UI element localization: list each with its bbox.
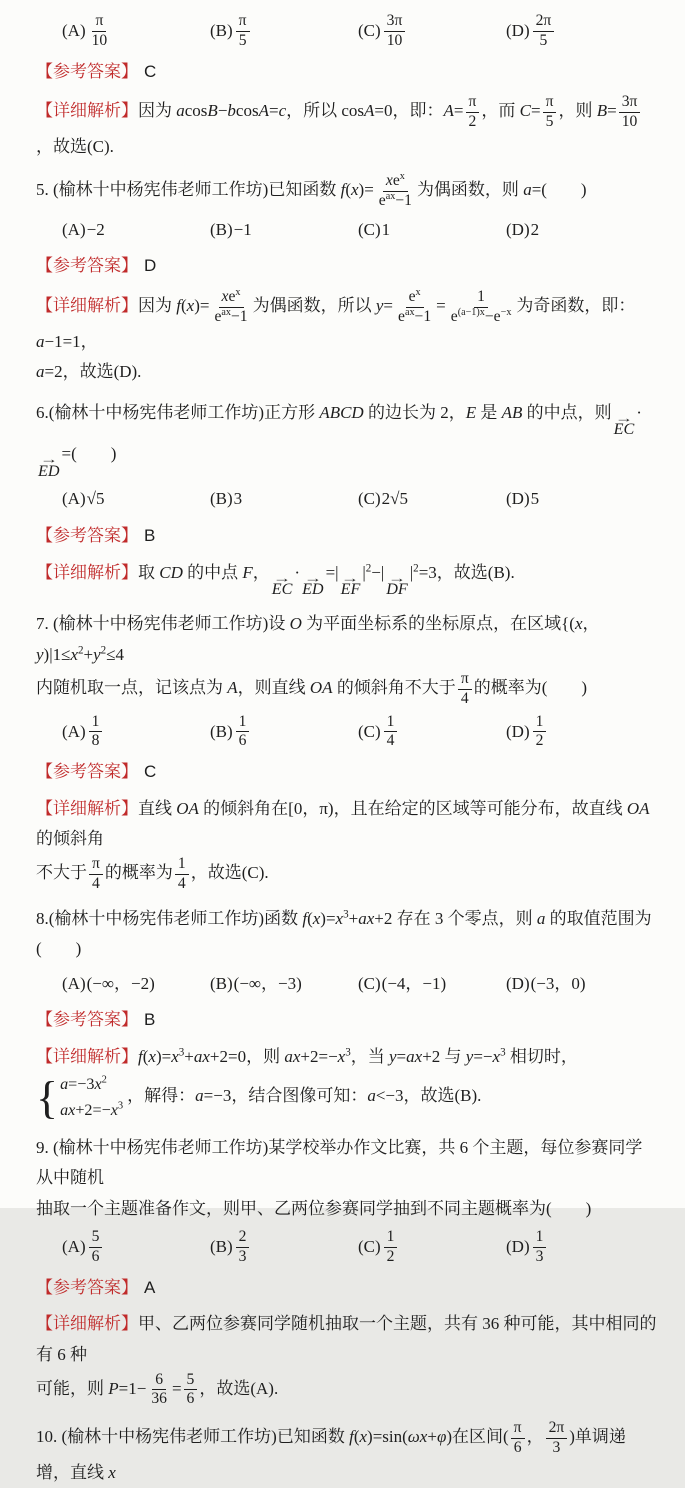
fraction-numerator: π <box>543 93 557 113</box>
option-C <box>358 1228 506 1267</box>
option-D <box>506 713 654 752</box>
vector <box>340 570 361 599</box>
option-A <box>62 215 210 246</box>
vector-arrow: → <box>39 452 58 467</box>
fraction <box>211 288 250 327</box>
vector <box>302 570 324 599</box>
question-line: 6.(榆林十中杨宪伟老师工作坊)正方形 ABCD 的边长为 2，E 是 AB 的中点，则 → EC · → ED =( ) <box>36 402 642 480</box>
analysis-tag: 【详细解析】 <box>36 1046 138 1066</box>
fraction-numerator: 1 <box>384 713 398 733</box>
fraction-denominator: 6 <box>91 1248 100 1266</box>
option-value: 2 <box>530 219 540 239</box>
fraction-denominator: 4 <box>92 874 100 892</box>
option-label: (A) <box>62 721 86 741</box>
options-row <box>62 12 659 51</box>
fraction-denominator: 3 <box>238 1248 247 1266</box>
fraction <box>546 1419 568 1458</box>
fraction-denominator: 2 <box>535 732 544 750</box>
question-line: 10. (榆林十中杨宪伟老师工作坊)已知函数 f(x)=sin(ωx+φ)在区间( $\frac{\pi}{6}$ ， $\frac{2\pi}{3}$ )单调递增，直线 x <box>36 1419 626 1482</box>
option-value: (−4，−1) <box>381 973 447 993</box>
fraction <box>184 1371 198 1410</box>
option-label: (B) <box>210 20 233 40</box>
fraction <box>533 713 547 752</box>
option-B <box>210 969 358 1000</box>
option-label: (A) <box>62 973 86 993</box>
option-value <box>531 713 549 752</box>
fraction-numerator: 1 <box>474 288 488 308</box>
fraction-denominator: 10 <box>621 112 638 130</box>
fraction-numerator: 3π <box>619 93 641 113</box>
option-D <box>506 1228 654 1267</box>
option-C <box>358 215 506 246</box>
fraction <box>533 1228 547 1267</box>
option-value: −1 <box>233 219 252 239</box>
option-C <box>358 12 506 51</box>
option-value: √5 <box>86 489 105 509</box>
options-row <box>62 969 659 1000</box>
analysis-tag: 【详细解析】 <box>36 562 138 582</box>
analysis-line: 【详细解析】取 CD 的中点 F， → EC · → ED =| → EF $|^2-|$ → DF $|^2=3$，故选(B). <box>36 561 515 599</box>
analysis-line: 【详细解析】甲、乙两位参赛同学随机抽取一个主题，共有 36 种可能，其中相同的有 6 种 <box>36 1314 657 1365</box>
fraction-denominator: 2 <box>468 112 477 130</box>
option-label: (C) <box>358 1237 381 1257</box>
reference-answer <box>36 57 659 88</box>
fraction <box>89 713 103 752</box>
fraction-denominator: 36 <box>151 1390 167 1408</box>
answer-tag: 【参考答案】 <box>36 61 138 81</box>
fraction-denominator: 2 <box>386 1248 395 1266</box>
analysis-line: 【详细解析】因为 acosB−bcosA=c，所以 cosA=0，即：A= $\frac{\pi}{2}$ ，而 C= $\frac{\pi}{5}$ ，则 B= $\frac{3\pi}{10}$ ，故选(C). <box>36 93 659 162</box>
fraction <box>89 855 103 894</box>
fraction-numerator: 3π <box>384 12 406 32</box>
option-label: (B) <box>210 219 233 239</box>
fraction-denominator: $e^{ax}-1$ <box>378 190 412 210</box>
option-B <box>210 713 358 752</box>
option-value <box>382 1228 400 1267</box>
fraction-denominator: 4 <box>386 732 395 750</box>
option-label: (D) <box>506 489 530 509</box>
equation-line: $ax+2=-x^3$ <box>60 1100 124 1119</box>
fraction <box>511 1419 525 1458</box>
fraction-numerator: 1 <box>175 855 189 875</box>
option-C <box>358 713 506 752</box>
option-label: (C) <box>358 20 381 40</box>
option-value <box>234 12 252 51</box>
option-value <box>531 1228 549 1267</box>
vector <box>613 410 635 439</box>
vector-name: EC <box>613 421 635 439</box>
question <box>36 398 659 481</box>
fraction-numerator: 6 <box>152 1371 166 1391</box>
answer-letter: B <box>144 1010 156 1030</box>
option-label: (D) <box>506 973 530 993</box>
vector-name: DF <box>386 581 408 599</box>
fraction-denominator: 4 <box>460 689 469 707</box>
analysis <box>36 1042 659 1123</box>
fraction-numerator: 1 <box>89 713 103 733</box>
fraction-numerator: π <box>236 12 250 32</box>
option-label: (A) <box>62 219 86 239</box>
option-label: (B) <box>210 1237 233 1257</box>
fraction-numerator: 2 <box>236 1228 250 1248</box>
fraction-denominator: $e^{ax}-1$ <box>214 306 248 325</box>
fraction-numerator: 1 <box>533 1228 547 1248</box>
option-C <box>358 484 506 515</box>
option-label: (C) <box>358 973 381 993</box>
fraction <box>384 713 398 752</box>
fraction-denominator: $e^{ax}-1$ <box>398 306 432 325</box>
fraction <box>533 12 555 51</box>
option-C <box>358 969 506 1000</box>
fraction <box>89 12 111 51</box>
analysis <box>36 288 659 388</box>
vector <box>271 570 293 599</box>
option-A <box>62 713 210 752</box>
question <box>36 1133 659 1225</box>
option-value: (−∞，−2) <box>86 973 155 993</box>
fraction-denominator: $e^{(a-1)x}-e^{-x}$ <box>450 306 512 325</box>
fraction <box>448 288 515 327</box>
option-label: (A) <box>62 20 86 40</box>
vector-arrow: → <box>341 570 360 585</box>
document-body <box>36 12 659 1488</box>
reference-answer <box>36 1005 659 1036</box>
reference-answer <box>36 251 659 282</box>
fraction <box>384 12 406 51</box>
option-value: −2 <box>86 219 105 239</box>
fraction <box>458 670 472 709</box>
option-value <box>234 713 252 752</box>
answer-tag: 【参考答案】 <box>36 256 138 276</box>
answer-letter: A <box>144 1277 156 1297</box>
fraction-numerator: 5 <box>89 1228 103 1248</box>
option-value <box>87 713 105 752</box>
fraction-numerator: $xe^x$ <box>219 288 244 308</box>
answer-tag: 【参考答案】 <box>36 526 138 545</box>
fraction-numerator: 1 <box>533 713 547 733</box>
fraction-denominator: 5 <box>238 31 247 49</box>
fraction-numerator: $xe^x$ <box>383 172 408 192</box>
option-value <box>531 12 557 51</box>
fraction <box>236 12 250 51</box>
fraction <box>148 1371 170 1410</box>
fraction <box>384 1228 398 1267</box>
option-D <box>506 12 654 51</box>
analysis <box>36 1309 659 1409</box>
option-B <box>210 1228 358 1267</box>
fraction <box>619 93 641 132</box>
fraction <box>236 1228 250 1267</box>
vector-arrow: → <box>303 570 322 585</box>
equation-system <box>36 1072 123 1122</box>
analysis <box>36 93 659 162</box>
option-B <box>210 215 358 246</box>
fraction-numerator: π <box>92 12 106 32</box>
analysis-tag: 【详细解析】 <box>36 296 138 316</box>
vector-name: ED <box>38 462 60 480</box>
fraction-denominator: 4 <box>177 874 186 892</box>
answer-letter: D <box>144 256 157 276</box>
question <box>36 1419 659 1488</box>
option-label: (D) <box>506 20 530 40</box>
fraction <box>175 855 189 894</box>
option-value <box>382 713 400 752</box>
reference-answer <box>36 757 659 788</box>
option-value <box>234 1228 252 1267</box>
option-label: (C) <box>358 219 381 239</box>
option-value: (−∞，−3) <box>233 973 302 993</box>
fraction-denominator: 10 <box>386 31 403 49</box>
analysis-line: 不大于 $\frac{\pi}{4}$ 的概率为 $\frac{1}{4}$ ，故选(C). <box>36 854 269 892</box>
brace: { <box>36 1071 59 1123</box>
option-label: (D) <box>506 721 530 741</box>
analysis-line: 【详细解析】直线 OA 的倾斜角在[0，π)，且在给定的区域等可能分布，故直线 OA 的倾斜角 <box>36 798 650 849</box>
analysis-line: 【详细解析】因为 f(x)= $\frac{xe^x}{e^{ax}-1}$ 为偶函数，所以 y= $\frac{e^x}{e^{ax}-1}$ = $\frac{1}{e^{(a-1)x}-e^{-x}}$ 为奇函数，即：a−1=1， <box>36 286 636 351</box>
reference-answer <box>36 1273 659 1304</box>
option-value <box>87 12 113 51</box>
option-A <box>62 484 210 515</box>
option-label: (A) <box>62 1237 86 1257</box>
analysis-line: { $a=-3x^2$ $ax+2=-x^3$ ，解得：a=−3，结合图像可知：a<−3，故选(B). <box>36 1071 482 1123</box>
fraction <box>466 93 480 132</box>
fraction-numerator: $e^x$ <box>406 288 424 308</box>
fraction-numerator: 5 <box>184 1371 198 1391</box>
fraction-denominator: 8 <box>91 732 100 750</box>
analysis-tag: 【详细解析】 <box>36 101 138 121</box>
option-A <box>62 1228 210 1267</box>
answer-letter: C <box>144 61 157 81</box>
option-label: (C) <box>358 489 381 509</box>
option-label: (D) <box>506 219 530 239</box>
option-B <box>210 484 358 515</box>
fraction-numerator: 1 <box>384 1228 398 1248</box>
option-label: (C) <box>358 721 381 741</box>
option-value: 2√5 <box>381 489 409 509</box>
fraction-numerator: 1 <box>236 713 250 733</box>
option-value: 3 <box>233 489 243 509</box>
question <box>36 904 659 965</box>
answer-tag: 【参考答案】 <box>36 762 138 782</box>
option-label: (B) <box>210 973 233 993</box>
options-row <box>62 215 659 246</box>
analysis-tag: 【详细解析】 <box>36 798 138 818</box>
question <box>36 172 659 211</box>
option-A <box>62 969 210 1000</box>
option-label: (B) <box>210 489 233 509</box>
analysis-line: 可能，则 P=1− $\frac{6}{36}$ = $\frac{5}{6}$ ，故选(A). <box>36 1370 279 1408</box>
fraction <box>89 1228 103 1267</box>
option-value <box>382 12 408 51</box>
analysis <box>36 558 659 599</box>
fraction-denominator: 6 <box>238 732 247 750</box>
option-label: (A) <box>62 489 86 509</box>
analysis-line: 【详细解析】$f(x)=x^3+ax+2=0$，则 $ax+2=-x^3$，当 y=ax+2 与 $y=-x^3$ 相切时， <box>36 1046 578 1066</box>
fraction-denominator: 3 <box>535 1248 544 1266</box>
option-D <box>506 484 654 515</box>
options-row <box>62 1228 659 1267</box>
analysis <box>36 794 659 894</box>
option-A <box>62 12 210 51</box>
question-line: 9. (榆林十中杨宪伟老师工作坊)某学校举办作文比赛，共 6 个主题，每位参赛同学从中随机 <box>36 1137 643 1188</box>
option-D <box>506 969 654 1000</box>
vector-arrow: → <box>273 570 292 585</box>
answer-letter: C <box>144 762 157 782</box>
vector <box>386 570 408 599</box>
fraction-numerator: π <box>458 670 472 690</box>
option-label: (D) <box>506 1237 530 1257</box>
fraction-denominator: 5 <box>545 112 554 130</box>
answer-tag: 【参考答案】 <box>36 1277 138 1297</box>
analysis-tag: 【详细解析】 <box>36 1314 138 1334</box>
option-D <box>506 215 654 246</box>
question-line: 内随机取一点，记该点为 A，则直线 OA 的倾斜角不大于 $\frac{\pi}{4}$ 的概率为( ) <box>36 670 588 707</box>
question <box>36 609 659 709</box>
vector-arrow: → <box>388 570 406 585</box>
fraction <box>543 93 557 132</box>
fraction-numerator: 2π <box>533 12 555 32</box>
option-value: 1 <box>381 219 391 239</box>
vector-name: ED <box>302 581 324 599</box>
question-line: 7. (榆林十中杨宪伟老师工作坊)设 O 为平面坐标系的坐标原点，在区域{(x，$y)|1\le x^2+y^2\le 4$ <box>36 613 600 664</box>
fraction-numerator: π <box>89 855 103 875</box>
answer-tag: 【参考答案】 <box>36 1010 138 1030</box>
fraction-denominator: 6 <box>513 1438 522 1456</box>
fraction-denominator: 5 <box>539 31 548 49</box>
question-line: 8.(榆林十中杨宪伟老师工作坊)函数 $f(x)=x^3+ax+2$ 存在 3 个零点，则 a 的取值范围为( ) <box>36 907 652 959</box>
fraction-numerator: π <box>511 1419 525 1439</box>
fraction-denominator: 3 <box>552 1438 561 1456</box>
vector-name: EF <box>340 581 361 599</box>
question-line: 5. (榆林十中杨宪伟老师工作坊)已知函数 f(x)= $\frac{xe^x}{e^{ax}-1}$ 为偶函数，则 a=( ) <box>36 171 587 210</box>
fraction <box>376 172 415 211</box>
option-value: (−3，0) <box>530 973 586 993</box>
fraction <box>236 713 250 752</box>
option-value: 5 <box>530 489 540 509</box>
equation-system-lines <box>60 1072 123 1122</box>
answer-letter: B <box>144 526 156 545</box>
analysis-line: a=2，故选(D). <box>36 362 142 382</box>
option-value <box>87 1228 105 1267</box>
option-label: (B) <box>210 721 233 741</box>
options-row <box>62 713 659 752</box>
vector-name: EC <box>271 581 293 599</box>
vector <box>38 452 60 480</box>
equation-line: $a=-3x^2$ <box>60 1075 107 1094</box>
reference-answer <box>36 521 659 552</box>
vector-arrow: → <box>614 410 633 425</box>
fraction-denominator: 6 <box>186 1390 195 1408</box>
fraction <box>395 288 434 327</box>
options-row <box>62 484 659 515</box>
fraction-numerator: 2π <box>546 1419 568 1439</box>
fraction-denominator: 10 <box>91 31 108 49</box>
option-B <box>210 12 358 51</box>
fraction-numerator: π <box>466 93 480 113</box>
question-line: 抽取一个主题准备作文，则甲、乙两位参赛同学抽到不同主题概率为( ) <box>36 1198 592 1218</box>
